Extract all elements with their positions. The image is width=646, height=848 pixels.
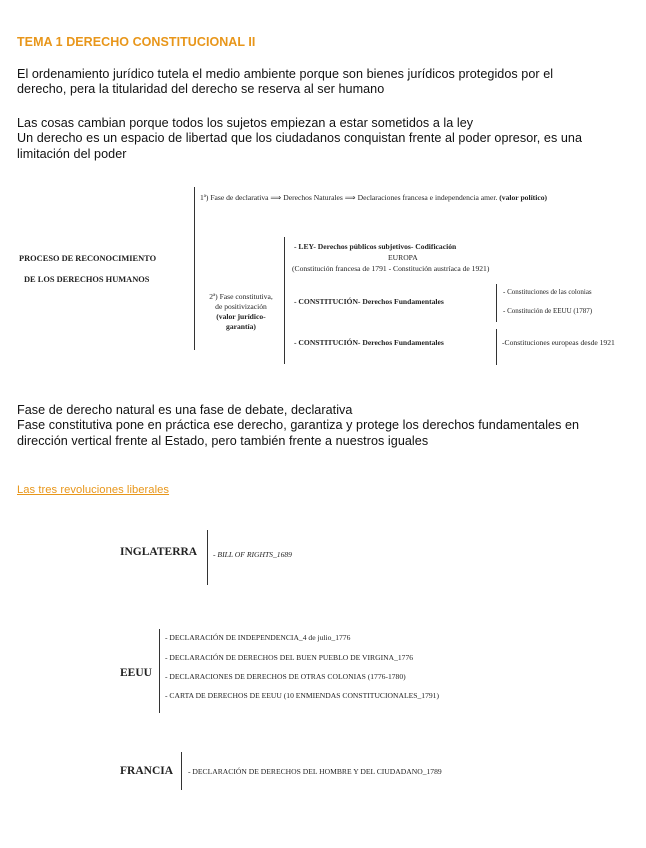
eeuu-label: EEUU — [120, 667, 152, 679]
const1-bracket — [496, 284, 497, 322]
revolutions-link[interactable]: Las tres revoluciones liberales — [17, 484, 170, 496]
phase1-end: Declaraciones francesa e independencia amer. — [357, 193, 498, 202]
eeuu-item: - DECLARACIÓN DE INDEPENDENCIA_4 de julio_1776 — [165, 633, 351, 642]
inglaterra-bracket — [207, 530, 208, 585]
eeuu-bracket — [159, 629, 160, 713]
phase2-label — [196, 292, 286, 332]
eeuu-item: - DECLARACIONES DE DERECHOS DE OTRAS COLONIAS (1776-1780) — [165, 672, 406, 681]
const1-item: - Constitución de EEUU (1787) — [503, 307, 593, 315]
document-title: TEMA 1 DERECHO CONSTITUCIONAL II — [17, 35, 256, 49]
const2-title: - CONSTITUCIÓN- Derechos Fundamentales — [294, 338, 444, 347]
const1-item: - Constituciones de las colonias — [503, 288, 592, 296]
francia-bracket — [181, 752, 182, 790]
paragraph-line: Fase constitutiva pone en práctica ese derecho, garantiza y protege los derechos fundamentales en — [17, 418, 580, 432]
paragraph-line: derecho, pera la titularidad del derecho se reserva al ser humano — [17, 82, 385, 96]
eeuu-item: - DECLARACIÓN DE DERECHOS DEL BUEN PUEBLO DE VIRGINA_1776 — [165, 653, 414, 662]
paragraph-line: dirección vertical frente al Estado, pero también frente a nuestros iguales — [17, 434, 429, 448]
phase1-label: 1ª) Fase de declarativa — [200, 193, 269, 202]
diagram-root-line1: PROCESO DE RECONOCIMIENTO — [19, 254, 157, 263]
paragraph-line: El ordenamiento jurídico tutela el medio ambiente porque son bienes jurídicos protegidos por el — [17, 67, 554, 81]
phase2-bracket — [284, 237, 285, 364]
phase1-mid: Derechos Naturales — [283, 193, 343, 202]
paragraph-line: limitación del poder — [17, 147, 127, 161]
const1-title: - CONSTITUCIÓN- Derechos Fundamentales — [294, 297, 444, 306]
arrow-icon: ⟹ — [344, 193, 356, 202]
phase2-line: de positivización — [215, 302, 267, 311]
paragraph-line: Fase de derecho natural es una fase de debate, declarativa — [17, 403, 353, 417]
diagram-bracket — [194, 187, 195, 350]
paragraph-line: Un derecho es un espacio de libertad que los ciudadanos conquistan frente al poder opresor, es una — [17, 131, 583, 145]
inglaterra-label: INGLATERRA — [120, 546, 198, 558]
paragraph-line: Las cosas cambian porque todos los sujetos empiezan a estar sometidos a la ley — [17, 116, 474, 130]
francia-item: - DECLARACIÓN DE DERECHOS DEL HOMBRE Y DEL CIUDADANO_1789 — [188, 767, 442, 776]
ley-europa: EUROPA — [388, 253, 418, 262]
ley-sub: (Constitución francesa de 1791 - Constitución austríaca de 1921) — [292, 264, 490, 273]
ley-title: - LEY- Derechos públicos subjetivos- Codificación — [294, 242, 457, 251]
phase1-value: (valor político) — [499, 193, 548, 202]
phase2-line: (valor jurídico- — [216, 312, 266, 321]
arrow-icon: ⟹ — [270, 193, 282, 202]
phase1-row — [200, 193, 547, 202]
phase2-line: 2ª) Fase constitutiva, — [209, 292, 273, 301]
diagram-root-line2: DE LOS DERECHOS HUMANOS — [24, 275, 150, 284]
const2-bracket — [496, 329, 497, 365]
francia-label: FRANCIA — [120, 765, 174, 777]
inglaterra-item: - BILL OF RIGHTS_1689 — [213, 550, 292, 559]
const2-item: -Constituciones europeas desde 1921 — [502, 338, 615, 347]
eeuu-item: - CARTA DE DERECHOS DE EEUU (10 ENMIENDAS CONSTITUCIONALES_1791) — [165, 691, 439, 700]
phase2-line: garantía) — [226, 322, 256, 331]
